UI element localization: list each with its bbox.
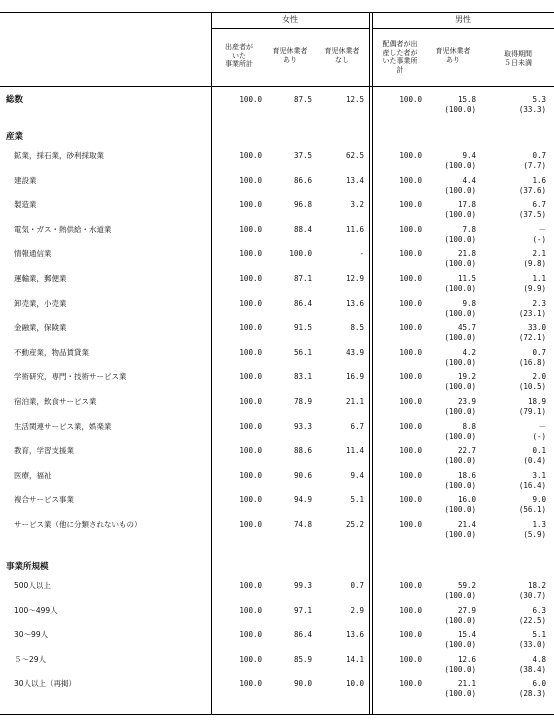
row-value: 90.0 bbox=[293, 679, 312, 688]
row-value: 96.8 bbox=[293, 200, 312, 209]
row-value: 93.3 bbox=[293, 422, 312, 431]
total-pct: (100.0) bbox=[444, 105, 476, 114]
row-value: 21.4 bbox=[457, 520, 476, 529]
row-value: 86.6 bbox=[293, 176, 312, 185]
row-value: 100.0 bbox=[239, 422, 262, 431]
row-value: 100.0 bbox=[399, 299, 422, 308]
row-label: 不動産業，物品賃貸業 bbox=[14, 348, 89, 357]
row-label: 電気・ガス・熱供給・水道業 bbox=[14, 225, 112, 234]
row-pct: (100.0) bbox=[444, 284, 476, 293]
row-label: 金融業，保険業 bbox=[14, 323, 67, 332]
row-value: 100.0 bbox=[239, 495, 262, 504]
row-pct: (100.0) bbox=[444, 640, 476, 649]
row-value: 100.0 bbox=[239, 151, 262, 160]
total-value: 100.0 bbox=[399, 95, 422, 104]
female-group-rule bbox=[211, 28, 369, 29]
row-value: 99.3 bbox=[293, 581, 312, 590]
row-value: 100.0 bbox=[399, 679, 422, 688]
row-value: 100.0 bbox=[239, 655, 262, 664]
row-value: 7.8 bbox=[462, 225, 476, 234]
row-value: 100.0 bbox=[399, 372, 422, 381]
row-value: 17.8 bbox=[457, 200, 476, 209]
row-pct: (72.1) bbox=[518, 333, 546, 342]
row-value: 18.6 bbox=[457, 471, 476, 480]
row-value: 33.0 bbox=[527, 323, 546, 332]
header-bottom-rule bbox=[0, 86, 554, 87]
total-value: 5.3 bbox=[532, 95, 546, 104]
row-value: 3.2 bbox=[350, 200, 364, 209]
row-pct: (10.5) bbox=[518, 382, 546, 391]
row-value: 0.7 bbox=[350, 581, 364, 590]
section-title: 産業 bbox=[6, 132, 24, 142]
row-pct: (56.1) bbox=[518, 505, 546, 514]
row-value: 6.7 bbox=[532, 200, 546, 209]
row-pct: (5.9) bbox=[523, 530, 546, 539]
row-value: 100.0 bbox=[239, 520, 262, 529]
row-pct: (100.0) bbox=[444, 665, 476, 674]
row-pct: (100.0) bbox=[444, 161, 476, 170]
col-male-leave-header: 育児休業者 あり bbox=[435, 47, 471, 64]
row-value: 100.0 bbox=[239, 630, 262, 639]
row-pct: (-) bbox=[532, 235, 546, 244]
row-value: 100.0 bbox=[399, 422, 422, 431]
row-value: 100.0 bbox=[239, 348, 262, 357]
row-value: 85.9 bbox=[293, 655, 312, 664]
row-value: 43.9 bbox=[345, 348, 364, 357]
row-value: 100.0 bbox=[239, 299, 262, 308]
row-value: 100.0 bbox=[399, 249, 422, 258]
row-value: 11.5 bbox=[457, 274, 476, 283]
row-label: 建設業 bbox=[14, 176, 37, 185]
row-value: 100.0 bbox=[399, 495, 422, 504]
row-value: 21.1 bbox=[457, 679, 476, 688]
row-pct: (100.0) bbox=[444, 689, 476, 698]
row-pct: (100.0) bbox=[444, 505, 476, 514]
row-value: 16.9 bbox=[345, 372, 364, 381]
row-value: 100.0 bbox=[239, 446, 262, 455]
row-pct: (100.0) bbox=[444, 210, 476, 219]
col-female-leave-header: 育児休業者 あり bbox=[272, 47, 308, 64]
row-value: 15.4 bbox=[457, 630, 476, 639]
row-pct: (100.0) bbox=[444, 432, 476, 441]
row-pct: (23.1) bbox=[518, 309, 546, 318]
row-value: 4.2 bbox=[462, 348, 476, 357]
row-value: 4.8 bbox=[532, 655, 546, 664]
row-value: 100.0 bbox=[399, 323, 422, 332]
row-value: 83.1 bbox=[293, 372, 312, 381]
row-value: 100.0 bbox=[399, 348, 422, 357]
row-value: 11.4 bbox=[345, 446, 364, 455]
row-pct: (16.8) bbox=[518, 358, 546, 367]
row-pct: (100.0) bbox=[444, 235, 476, 244]
row-value: 88.4 bbox=[293, 225, 312, 234]
row-value: － bbox=[538, 422, 546, 431]
row-value: 100.0 bbox=[399, 397, 422, 406]
row-value: 45.7 bbox=[457, 323, 476, 332]
row-pct: (100.0) bbox=[444, 259, 476, 268]
row-value: 100.0 bbox=[399, 630, 422, 639]
row-pct: (100.0) bbox=[444, 382, 476, 391]
row-value: 6.3 bbox=[532, 606, 546, 615]
row-value: 2.9 bbox=[350, 606, 364, 615]
row-value: 1.6 bbox=[532, 176, 546, 185]
row-value: 9.4 bbox=[350, 471, 364, 480]
row-pct: (100.0) bbox=[444, 456, 476, 465]
total-value: 87.5 bbox=[293, 95, 312, 104]
row-value: 1.3 bbox=[532, 520, 546, 529]
row-value: - bbox=[359, 249, 364, 258]
row-pct: (100.0) bbox=[444, 186, 476, 195]
col-male-short-header: 取得期間 ５日未満 bbox=[504, 50, 532, 67]
row-value: 100.0 bbox=[239, 606, 262, 615]
row-value: 16.0 bbox=[457, 495, 476, 504]
row-value: 8.8 bbox=[462, 422, 476, 431]
row-value: 6.7 bbox=[350, 422, 364, 431]
row-pct: (33.0) bbox=[518, 640, 546, 649]
row-value: 100.0 bbox=[239, 176, 262, 185]
row-label: 運輸業，郵便業 bbox=[14, 274, 67, 283]
row-label: 30人以上（再掲） bbox=[14, 679, 77, 688]
row-pct: (100.0) bbox=[444, 481, 476, 490]
row-value: 1.1 bbox=[532, 274, 546, 283]
row-value: 23.9 bbox=[457, 397, 476, 406]
section-title: 事業所規模 bbox=[6, 562, 49, 572]
row-value: 6.0 bbox=[532, 679, 546, 688]
row-label: 教育，学習支援業 bbox=[14, 446, 74, 455]
row-value: 13.4 bbox=[345, 176, 364, 185]
col-male-total-header: 配偶者が出 産した者が いた事業所 計 bbox=[382, 40, 418, 74]
row-value: 100.0 bbox=[399, 176, 422, 185]
row-value: 94.9 bbox=[293, 495, 312, 504]
row-label: ５～29人 bbox=[14, 655, 47, 664]
row-value: 100.0 bbox=[399, 446, 422, 455]
row-value: 100.0 bbox=[239, 323, 262, 332]
row-value: 100.0 bbox=[239, 274, 262, 283]
row-label: 学術研究，専門・技術サービス業 bbox=[14, 372, 127, 381]
row-value: 11.6 bbox=[345, 225, 364, 234]
total-value: 100.0 bbox=[239, 95, 262, 104]
row-pct: (100.0) bbox=[444, 309, 476, 318]
row-value: 18.2 bbox=[527, 581, 546, 590]
row-value: 100.0 bbox=[239, 200, 262, 209]
total-value: 12.5 bbox=[345, 95, 364, 104]
row-value: 90.6 bbox=[293, 471, 312, 480]
row-pct: (100.0) bbox=[444, 591, 476, 600]
row-label: 30～99人 bbox=[14, 630, 49, 639]
row-value: 2.3 bbox=[532, 299, 546, 308]
row-value: 27.9 bbox=[457, 606, 476, 615]
row-value: 0.7 bbox=[532, 151, 546, 160]
row-value: 56.1 bbox=[293, 348, 312, 357]
row-value: 25.2 bbox=[345, 520, 364, 529]
row-value: 100.0 bbox=[399, 225, 422, 234]
row-value: 5.1 bbox=[350, 495, 364, 504]
female-group-header: 女性 bbox=[282, 15, 298, 24]
row-value: 100.0 bbox=[239, 225, 262, 234]
row-value: 0.7 bbox=[532, 348, 546, 357]
row-value: 62.5 bbox=[345, 151, 364, 160]
row-value: 5.1 bbox=[532, 630, 546, 639]
row-value: 13.6 bbox=[345, 299, 364, 308]
row-value: 88.6 bbox=[293, 446, 312, 455]
row-value: 100.0 bbox=[399, 606, 422, 615]
row-label: 卸売業，小売業 bbox=[14, 299, 67, 308]
row-value: 86.4 bbox=[293, 299, 312, 308]
row-value: 9.0 bbox=[532, 495, 546, 504]
row-pct: (16.4) bbox=[518, 481, 546, 490]
row-pct: (100.0) bbox=[444, 530, 476, 539]
row-pct: (37.5) bbox=[518, 210, 546, 219]
row-pct: (100.0) bbox=[444, 333, 476, 342]
row-pct: (100.0) bbox=[444, 358, 476, 367]
row-value: 37.5 bbox=[293, 151, 312, 160]
row-pct: (9.8) bbox=[523, 259, 546, 268]
row-value: 100.0 bbox=[239, 249, 262, 258]
row-value: 91.5 bbox=[293, 323, 312, 332]
total-value: 15.8 bbox=[457, 95, 476, 104]
row-label: 情報通信業 bbox=[14, 249, 52, 258]
row-value: 100.0 bbox=[399, 274, 422, 283]
row-value: 87.1 bbox=[293, 274, 312, 283]
male-group-rule bbox=[372, 28, 554, 29]
male-group-header: 男性 bbox=[455, 15, 471, 24]
row-pct: (9.9) bbox=[523, 284, 546, 293]
row-label: 医療，福祉 bbox=[14, 471, 52, 480]
row-label: 500人以上 bbox=[14, 581, 51, 590]
row-value: 100.0 bbox=[399, 520, 422, 529]
row-value: 100.0 bbox=[399, 655, 422, 664]
total-label: 総数 bbox=[6, 95, 24, 105]
row-pct: (28.3) bbox=[518, 689, 546, 698]
row-value: 100.0 bbox=[399, 471, 422, 480]
col-female-noleave-header: 育児休業者 なし bbox=[324, 47, 360, 64]
row-pct: (38.4) bbox=[518, 665, 546, 674]
row-value: 3.1 bbox=[532, 471, 546, 480]
row-value: 74.8 bbox=[293, 520, 312, 529]
row-pct: (37.6) bbox=[518, 186, 546, 195]
row-label: 鉱業，採石業，砂利採取業 bbox=[14, 151, 104, 160]
col-female-total-header: 出産者が いた 事業所計 bbox=[225, 43, 253, 68]
table-top-rule bbox=[0, 12, 554, 13]
row-value: 12.6 bbox=[457, 655, 476, 664]
row-pct: (100.0) bbox=[444, 407, 476, 416]
row-value: 100.0 bbox=[239, 471, 262, 480]
row-value: 59.2 bbox=[457, 581, 476, 590]
row-label: 生活関連サービス業，娯楽業 bbox=[14, 422, 112, 431]
row-label: 製造業 bbox=[14, 200, 37, 209]
row-label: 100～499人 bbox=[14, 606, 58, 615]
row-value: 21.8 bbox=[457, 249, 476, 258]
row-value: 13.6 bbox=[345, 630, 364, 639]
row-value: 2.1 bbox=[532, 249, 546, 258]
row-value: 78.9 bbox=[293, 397, 312, 406]
row-value: 86.4 bbox=[293, 630, 312, 639]
row-value: 8.5 bbox=[350, 323, 364, 332]
row-value: 22.7 bbox=[457, 446, 476, 455]
row-value: 12.9 bbox=[345, 274, 364, 283]
row-value: 4.4 bbox=[462, 176, 476, 185]
row-value: 100.0 bbox=[239, 372, 262, 381]
row-value: 9.8 bbox=[462, 299, 476, 308]
row-pct: (0.4) bbox=[523, 456, 546, 465]
row-value: 21.1 bbox=[345, 397, 364, 406]
row-value: 19.2 bbox=[457, 372, 476, 381]
row-value: 0.1 bbox=[532, 446, 546, 455]
row-value: 100.0 bbox=[399, 581, 422, 590]
row-value: 10.0 bbox=[345, 679, 364, 688]
row-pct: (100.0) bbox=[444, 616, 476, 625]
row-label: 複合サービス事業 bbox=[14, 495, 74, 504]
row-pct: (7.7) bbox=[523, 161, 546, 170]
row-value: 100.0 bbox=[239, 397, 262, 406]
row-value: 18.9 bbox=[527, 397, 546, 406]
total-pct: (33.3) bbox=[518, 105, 546, 114]
row-value: － bbox=[538, 225, 546, 234]
row-pct: (22.5) bbox=[518, 616, 546, 625]
row-value: 100.0 bbox=[399, 200, 422, 209]
row-value: 100.0 bbox=[289, 249, 312, 258]
row-value: 100.0 bbox=[239, 581, 262, 590]
row-value: 97.1 bbox=[293, 606, 312, 615]
row-value: 9.4 bbox=[462, 151, 476, 160]
table-bottom-rule bbox=[0, 714, 554, 715]
gender-divider-left bbox=[369, 12, 370, 715]
row-pct: (-) bbox=[532, 432, 546, 441]
row-value: 100.0 bbox=[399, 151, 422, 160]
row-pct: (30.7) bbox=[518, 591, 546, 600]
row-label: 宿泊業，飲食サービス業 bbox=[14, 397, 97, 406]
row-label: サービス業（他に分類されないもの） bbox=[14, 520, 142, 529]
row-value: 14.1 bbox=[345, 655, 364, 664]
row-value: 100.0 bbox=[239, 679, 262, 688]
row-pct: (79.1) bbox=[518, 407, 546, 416]
row-value: 2.0 bbox=[532, 372, 546, 381]
